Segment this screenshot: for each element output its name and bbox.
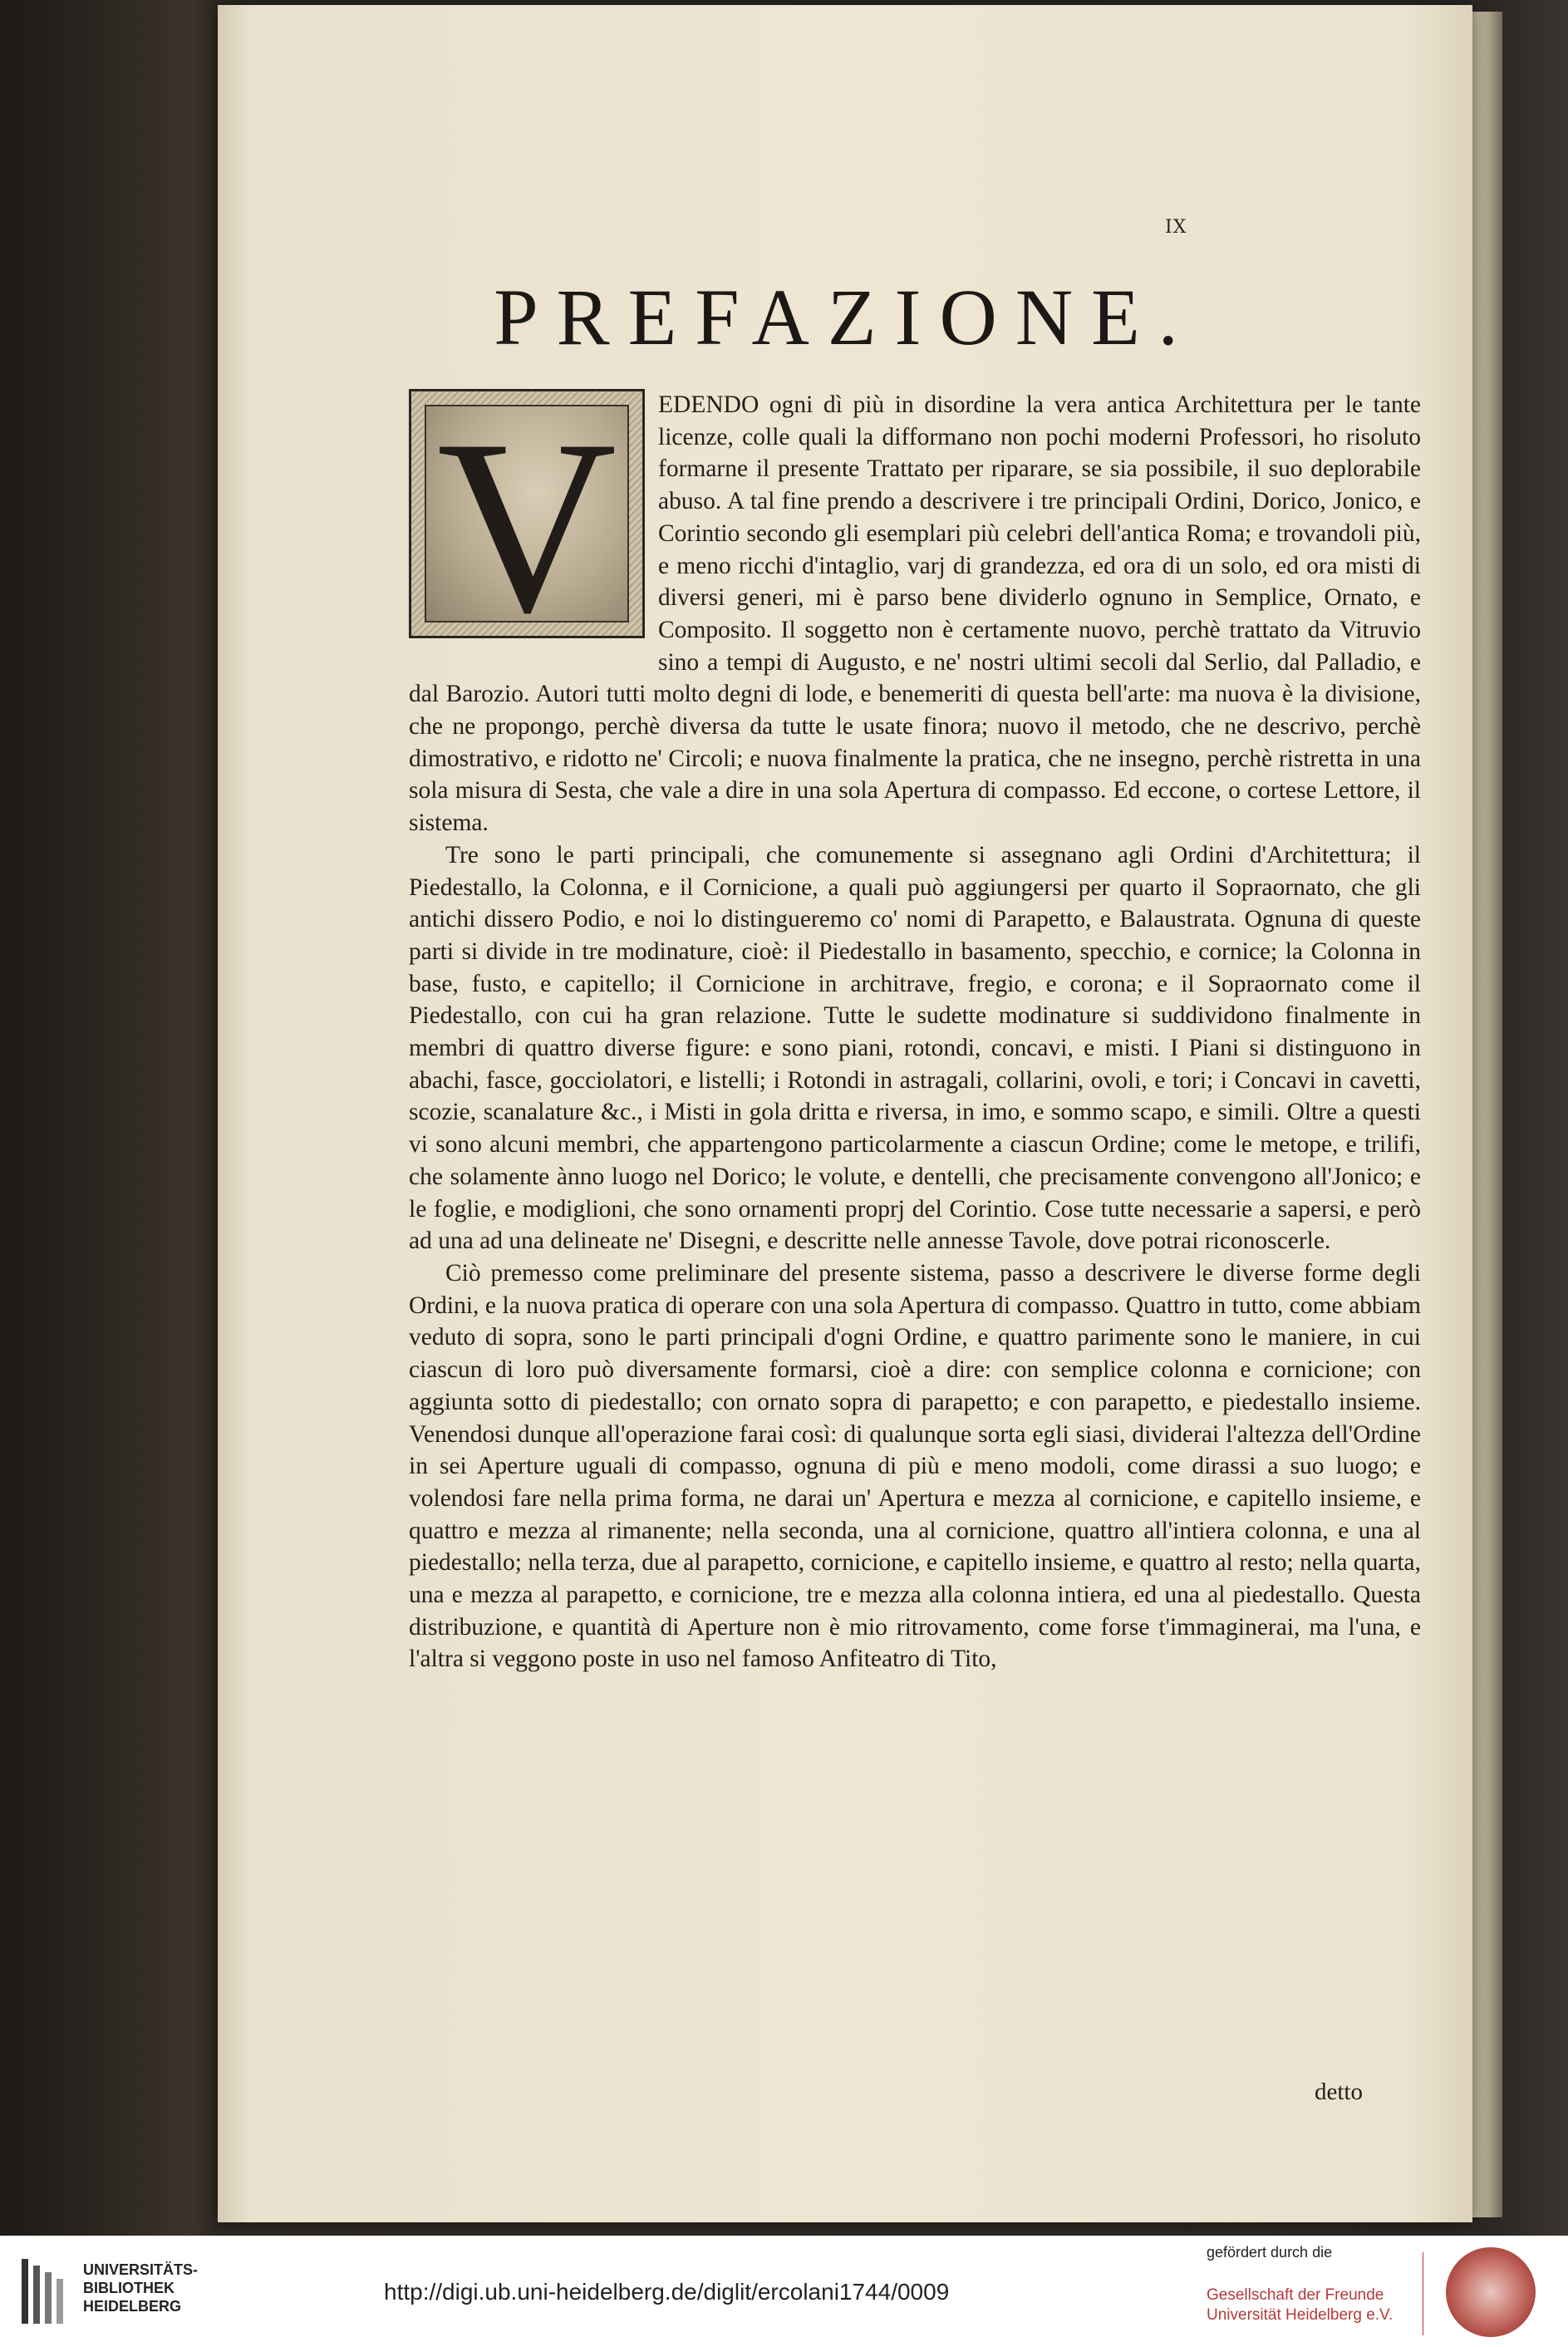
paragraph-1: EDENDO ogni dì più in disordine la vera antica Architettura per le tante licenze, colle quali la difformano non pochi moderni Professori, ho risoluto formarne il presente Trattato per riparare, se sia possibile, il suo deplorabile abuso. A tal fine prendo a descrivere i tre principali Ordini, Dorico, Jonico, e Corintio secondo gli esemplari più celebri dell'antica Roma; e trovandoli più, e meno ricchi d'intaglio, varj di grandezza, ed ora di un solo, ed ora misti di diversi generi, mi è parso bene dividerlo ognuno in Semplice, Ornato, e Composito. Il soggetto non è certamente nuovo, perchè trattato da Vitruvio sino a tempi di Augusto, e ne' nostri ultimi secoli dal Serlio, dal Palladio, e dal Barozio. Autori tutti molto degni di lode, e benemeriti di questa bell'arte: ma nuova è la divisione, che ne propongo, perchè diversa da tutte le usate finora; nuovo il metodo, che ne descrivo, perchè dimostrativo, e ridotto ne' Circoli; e nuova finalmente la pratica, che ne insegno, perchè ristretta in una sola misura di Sesta, che vale a dire in una sola Apertura di compasso. Ed eccone, o cortese Lettore, il sistema. — [409, 391, 1421, 837]
library-name — [83, 2261, 198, 2315]
sponsor-intro: gefördert durch die — [1207, 2244, 1333, 2261]
sponsor-name-line-2: Universität Heidelberg e.V. — [1207, 2306, 1394, 2324]
paragraph-2: Tre sono le parti principali, che comunemente si assegnano agli Ordini d'Architettura; il Piedestallo, la Colonna, e il Cornicione, a quali può aggiungersi per quarto il Sopraornato, che gli antichi dissero Podio, e noi lo distingueremo co' nomi di Parapetto, e Balaustrata. Ognuna di queste parti si divide in tre modinature, cioè: il Piedestallo in basamento, specchio, e cornice; la Colonna in base, fusto, e capitello; il Cornicione in architrave, fregio, e corona; e il Sopraornato come il Piedestallo, con cui ha gran relazione. Tutte le sudette modinature si suddividono finalmente in membri di quattro diverse figure: e sono piani, rotondi, concavi, e misti. I Piani si distinguono in abachi, fasce, gocciolatori, e listelli; i Rotondi in astragali, collarini, ovoli, e tori; i Concavi in cavetti, scozie, scanalature &c., i Misti in gola dritta e riversa, in imo, e sommo scapo, e simili. Oltre a questi vi sono alcuni membri, che appartengono particolarmente a ciascun Ordine; come le metope, e trilifi, che solamente ànno luogo nel Dorico; le volute, e dentelli, che precisamente convengono all'Jonico; e le foglie, e modiglioni, che sono ornamenti proprj del Corintio. Cose tutte necessarie a sapersi, e però ad una ad una delineate ne' Disegni, e descritte nelle annesse Tavole, dove potrai riconoscerle. — [409, 841, 1421, 1255]
catchword: detto — [1315, 2079, 1363, 2105]
university-seal-icon — [1446, 2247, 1536, 2337]
library-logo-icon — [18, 2254, 68, 2329]
sponsor-name-line-1: Gesellschaft der Freunde — [1207, 2286, 1384, 2304]
body-text — [409, 389, 1421, 1675]
page-edge — [1472, 12, 1502, 2217]
book-page — [218, 5, 1472, 2222]
library-name-line-2: BIBLIOTHEK — [83, 2280, 174, 2296]
page-number: IX — [1165, 217, 1187, 238]
library-name-line-3: HEIDELBERG — [83, 2298, 182, 2315]
viewer-footer — [0, 2236, 1568, 2347]
initial-letter: V — [436, 388, 617, 664]
sponsor-name — [1207, 2285, 1393, 2325]
page-title: PREFAZIONE. — [494, 273, 1197, 362]
permalink-url[interactable]: http://digi.ub.uni-heidelberg.de/diglit/ercolani1744/0009 — [384, 2279, 950, 2305]
library-name-line-1: UNIVERSITÄTS- — [83, 2261, 199, 2278]
paragraph-3: Ciò premesso come preliminare del presente sistema, passo a descrivere le diverse forme degli Ordini, e la nuova pratica di operare con una sola Apertura di compasso. Quattro in tutto, come abbiam veduto di sopra, sono le parti principali d'ogni Ordine, e quattro parimente sono le maniere, in cui ciascun di loro può diversamente formarsi, cioè a dire: con semplice colonna e cornicione; con aggiunta sotto di piedestallo; con ornato sopra di parapetto; e con parapetto, e piedestallo insieme. Venendosi dunque all'operazione farai così: di qualunque sorta egli siasi, dividerai l'altezza dell'Ordine in sei Aperture uguali di compasso, ognuna di più e meno modoli, come dirassi a suo luogo; e volendosi fare nella prima forma, ne darai un' Apertura e mezza al cornicione, e capitello insieme, e quattro e mezza al rimanente; nella seconda, una al cornicione, quattro all'intiera colonna, e una al piedestallo; nella terza, due al parapetto, cornicione, e capitello insieme, e quattro al resto; nella quarta, una e mezza al parapetto, e cornicione, tre e mezza alla colonna intiera, ed una al piedestallo. Questa distribuzione, e quantità di Aperture non è mio ritrovamento, come forse t'immaginerai, ma l'una, e l'altra si veggono poste in uso nel famoso Anfiteatro di Tito, — [409, 1259, 1421, 1673]
initial-space — [409, 389, 658, 662]
